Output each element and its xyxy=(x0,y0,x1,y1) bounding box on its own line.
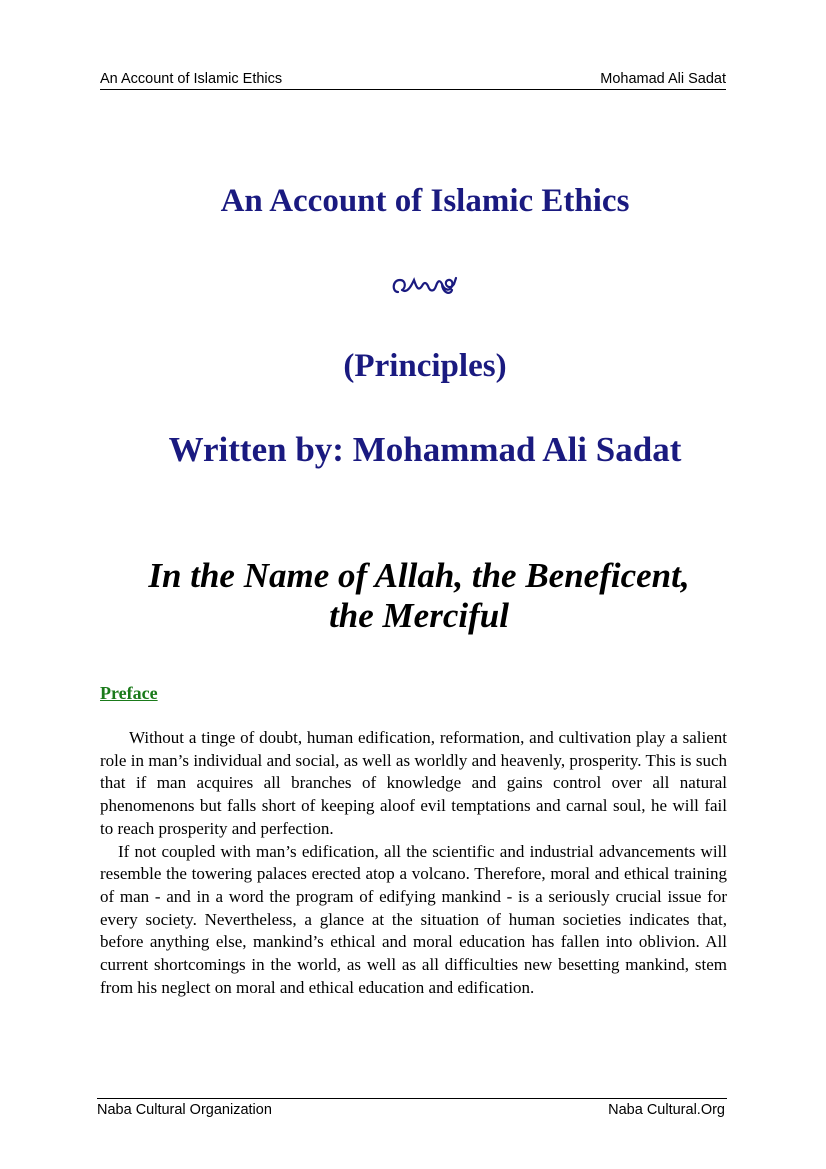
page-header xyxy=(100,71,726,90)
author-line: Written by: Mohammad Ali Sadat xyxy=(168,430,682,469)
preface-body xyxy=(100,727,727,999)
header-author: Mohamad Ali Sadat xyxy=(600,71,726,87)
page-footer xyxy=(97,1098,727,1121)
footer-organization: Naba Cultural Organization xyxy=(97,1102,272,1118)
document-subtitle: (Principles) xyxy=(343,348,507,384)
bismillah-line-1: In the Name of Allah, the Beneficent, xyxy=(148,556,690,595)
preface-paragraph-1: Without a tinge of doubt, human edification, reformation, and cultivation play a salient role in man’s individual and social, as well as worldly and heavenly, prosperity. This is such that if man acquires all branches of knowledge and gains control over all natural phenomenons but falls short of keeping aloof evil temptations and carnal soul, he will fail to reach prosperity and perfection. xyxy=(100,728,727,838)
document-title: An Account of Islamic Ethics xyxy=(220,183,630,219)
bismillah-line-2: the Merciful xyxy=(329,596,509,635)
preface-heading: Preface xyxy=(100,683,158,703)
bismillah xyxy=(0,556,826,636)
preface-paragraph-2: If not coupled with man’s edification, all the scientific and industrial advancements will resemble the towering palaces erected atop a volcano. Therefore, moral and ethical training of man - and in a word the program of edifying mankind - is a seriously crucial issue for every society. Nevertheless, a glance at the situation of human societies indicates that, before anything else, mankind’s ethical and moral education has fallen into oblivion. All current shortcomings in the world, as well as all difficulties new besetting mankind, stem from his neglect on moral and ethical education and edification. xyxy=(100,841,727,997)
header-book-title: An Account of Islamic Ethics xyxy=(100,71,283,87)
ornament-icon xyxy=(390,270,460,300)
footer-website: Naba Cultural.Org xyxy=(608,1102,725,1118)
ornament-divider xyxy=(12,270,826,308)
